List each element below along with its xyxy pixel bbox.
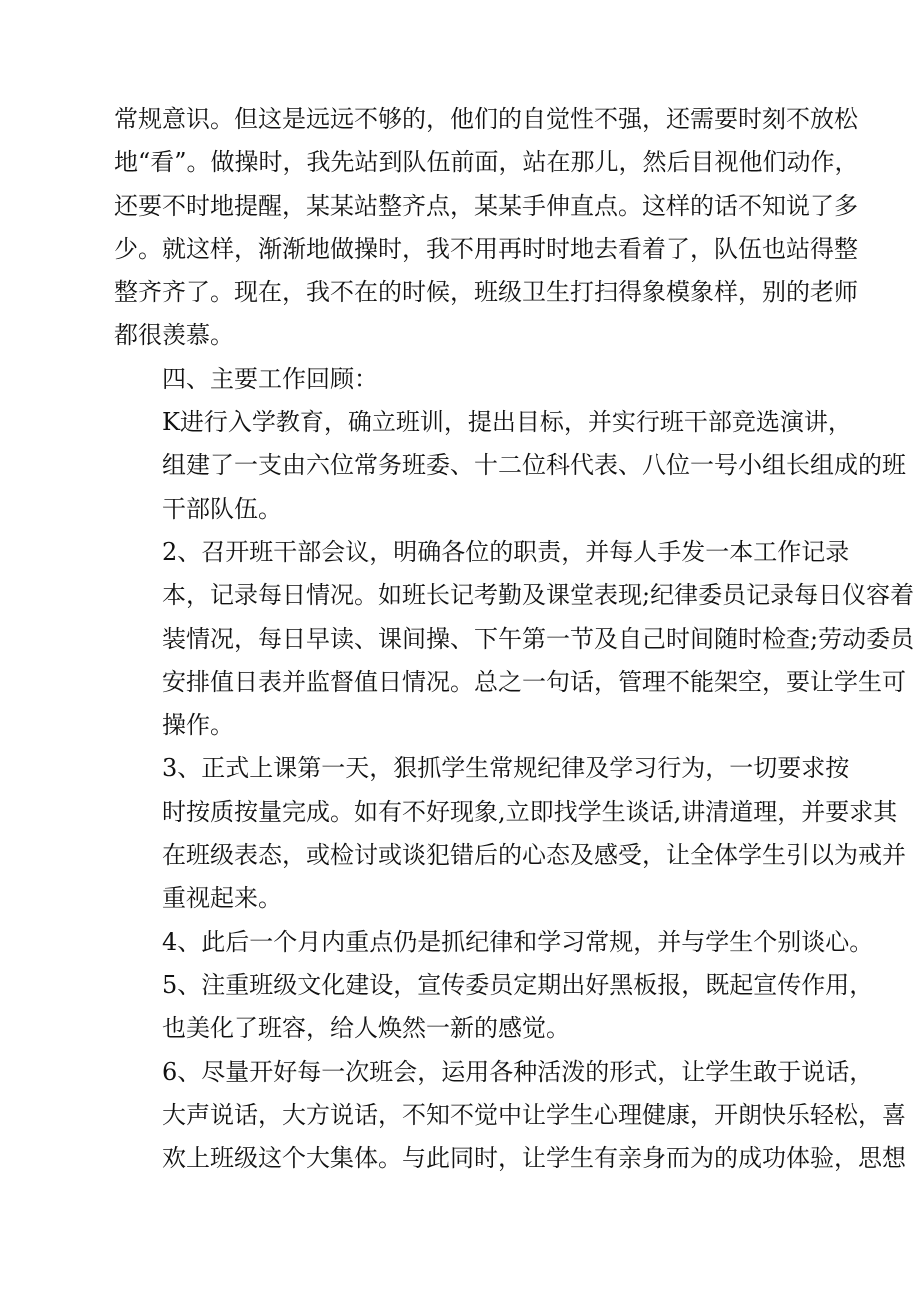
paragraph [114, 1051, 906, 1181]
text-line: 装情况，每日早读、课间操、下午第一节及自己时间随时检查;劳动委员 [162, 624, 915, 653]
text-line: 5、注重班级文化建设，宣传委员定期出好黑板报，既起宣传作用， [162, 970, 874, 999]
text-line: 安排值日表并监督值日情况。总之一句话，管理不能架空，要让学生可 [162, 667, 906, 696]
paragraph [114, 401, 906, 531]
text-line: 本，记录每日情况。如班长记考勤及课堂表现;纪律委员记录每日仪容着 [162, 581, 915, 610]
text-line: 大声说话，大方说话，不知不觉中让学生心理健康，开朗快乐轻松，喜 [162, 1100, 906, 1129]
paragraph [114, 747, 906, 920]
paragraph [114, 358, 832, 401]
text-line: 3、正式上课第一天，狠抓学生常规纪律及学习行为，一切要求按 [162, 754, 850, 783]
paragraph [114, 98, 859, 358]
text-line: 欢上班级这个大集体。与此同时，让学生有亲身而为的成功体验，思想 [162, 1144, 906, 1173]
text-line: 还要不时地提醒，某某站整齐点，某某手伸直点。这样的话不知说了多 [114, 191, 858, 220]
text-line: 重视起来。 [162, 884, 282, 913]
text-line: 地“看”。做操时，我先站到队伍前面，站在那儿，然后目视他们动作， [114, 148, 859, 177]
text-line: 干部队伍。 [162, 494, 282, 523]
text-line: 常规意识。但这是远远不够的，他们的自觉性不强，还需要时刻不放松 [114, 105, 858, 133]
paragraph [114, 921, 874, 964]
text-line: 整齐齐了。现在，我不在的时候，班级卫生打扫得象模象样，别的老师 [114, 278, 858, 307]
paragraph [114, 964, 874, 1051]
text-line: 操作。 [162, 711, 234, 740]
document-body [114, 98, 915, 1180]
text-line: 4、此后一个月内重点仍是抓纪律和学习常规，并与学生个别谈心。 [162, 927, 874, 956]
text-line: 2、召开班干部会议，明确各位的职责，并每人手发一本工作记录 [162, 537, 850, 566]
text-line: 时按质按量完成。如有不好现象,立即找学生谈话,讲清道理，并要求其 [162, 797, 898, 826]
text-line: 组建了一支由六位常务班委、十二位科代表、八位一号小组长组成的班 [162, 451, 906, 480]
text-line: 四、主要工作回顾： [162, 364, 378, 393]
text-line: K进行入学教育，确立班训，提出目标，并实行班干部竞选演讲， [162, 408, 852, 437]
text-line: 都很羡慕。 [114, 321, 234, 350]
paragraph [114, 531, 915, 747]
text-line: 少。就这样，渐渐地做操时，我不用再时时地去看着了，队伍也站得整 [114, 234, 858, 263]
text-line: 6、尽量开好每一次班会，运用各种活泼的形式，让学生敢于说话， [162, 1057, 874, 1086]
text-line: 也美化了班容，给人焕然一新的感觉。 [162, 1014, 570, 1043]
text-line: 在班级表态，或检讨或谈犯错后的心态及感受，让全体学生引以为戒并 [162, 841, 906, 870]
